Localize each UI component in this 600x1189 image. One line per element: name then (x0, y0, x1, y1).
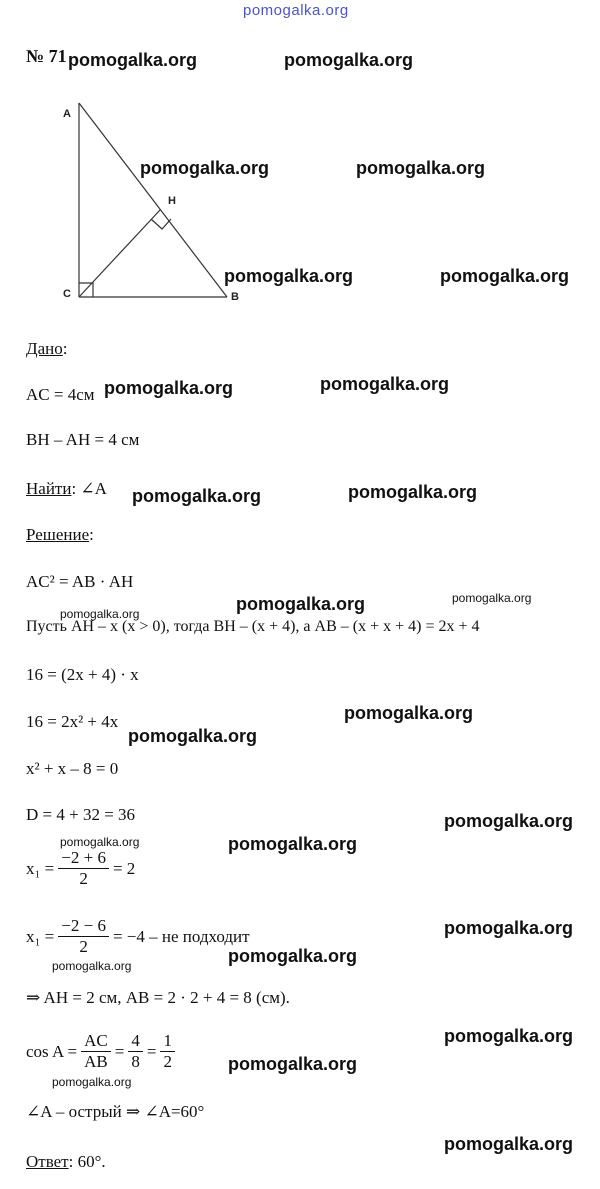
answer: Ответ: 60°. (26, 1152, 106, 1171)
fraction: $\frac{-2 - 6}{2}$ (58, 916, 109, 957)
result-line: ⇒ AH = 2 см, AB = 2 · 2 + 4 = 8 (см). (26, 988, 290, 1007)
watermark: pomogalka.org (228, 1054, 358, 1074)
eq-2: 16 = (2x + 4) · x (26, 665, 139, 684)
watermark-small: pomogalka.org (52, 959, 132, 973)
watermark-small: pomogalka.org (60, 607, 140, 621)
label-h: H (168, 195, 176, 207)
fraction: $\frac{4}{8}$ (128, 1031, 143, 1072)
watermark: pomogalka.org (320, 374, 450, 394)
watermark: pomogalka.org (444, 1134, 574, 1154)
site-header: pomogalka.org (243, 2, 349, 19)
altitude-ch (79, 210, 160, 297)
eq-4: x² + x – 8 = 0 (26, 759, 119, 778)
given-line-2: BH – AH = 4 см (26, 430, 140, 449)
eq-1: AC² = AB · AH (26, 572, 134, 591)
eq-3: 16 = 2x² + 4x (26, 712, 119, 731)
watermark: pomogalka.org (348, 482, 478, 502)
given-line-1: AC = 4см (26, 385, 95, 404)
watermark: pomogalka.org (228, 946, 358, 966)
watermark-small: pomogalka.org (52, 1075, 132, 1089)
acute-line: ∠A – острый ⇒ ∠A=60° (26, 1102, 205, 1121)
given-heading: Дано: (26, 339, 68, 358)
watermark: pomogalka.org (444, 1026, 574, 1046)
eq-5: D = 4 + 32 = 36 (26, 805, 136, 824)
side-ab (79, 103, 227, 297)
watermark-small: pomogalka.org (452, 591, 532, 605)
watermark: pomogalka.org (68, 50, 198, 70)
problem-number: № 71 (26, 46, 67, 66)
watermark: pomogalka.org (440, 266, 570, 286)
fraction: $\frac{AC}{AB}$ (81, 1031, 111, 1072)
watermark: pomogalka.org (128, 726, 258, 746)
watermark: pomogalka.org (228, 834, 358, 854)
label-c: C (63, 288, 71, 300)
root-1: x₁ = $\frac{-2 + 6}{2}$ = 2 (26, 848, 136, 888)
watermark: pomogalka.org (132, 486, 262, 506)
let-line: Пусть AH – x (x > 0), тогда BH – (x + 4), а AB – (x + x + 4) = 2x + 4 (26, 618, 480, 635)
solution-heading: Решение: (26, 525, 94, 544)
watermark: pomogalka.org (356, 158, 486, 178)
watermark: pomogalka.org (284, 50, 414, 70)
find-heading: Найти: ∠A (26, 479, 107, 498)
fraction: $\frac{1}{2}$ (160, 1031, 175, 1072)
root-2: x₁ = $\frac{-2 - 6}{2}$ = −4 – не подходит (26, 916, 250, 956)
watermark: pomogalka.org (344, 703, 474, 723)
watermark: pomogalka.org (236, 594, 366, 614)
label-a: A (63, 108, 71, 120)
watermark: pomogalka.org (140, 158, 270, 178)
watermark-small: pomogalka.org (60, 835, 140, 849)
watermark: pomogalka.org (224, 266, 354, 286)
watermark: pomogalka.org (444, 811, 574, 831)
fraction: $\frac{-2 + 6}{2}$ (58, 848, 109, 889)
label-b: B (231, 291, 239, 303)
watermark: pomogalka.org (104, 378, 234, 398)
cos-line: cos A = $\frac{AC}{AB}$ = $\frac{4}{8}$ = $\frac{1}{2}$ (26, 1031, 179, 1072)
watermark: pomogalka.org (444, 918, 574, 938)
